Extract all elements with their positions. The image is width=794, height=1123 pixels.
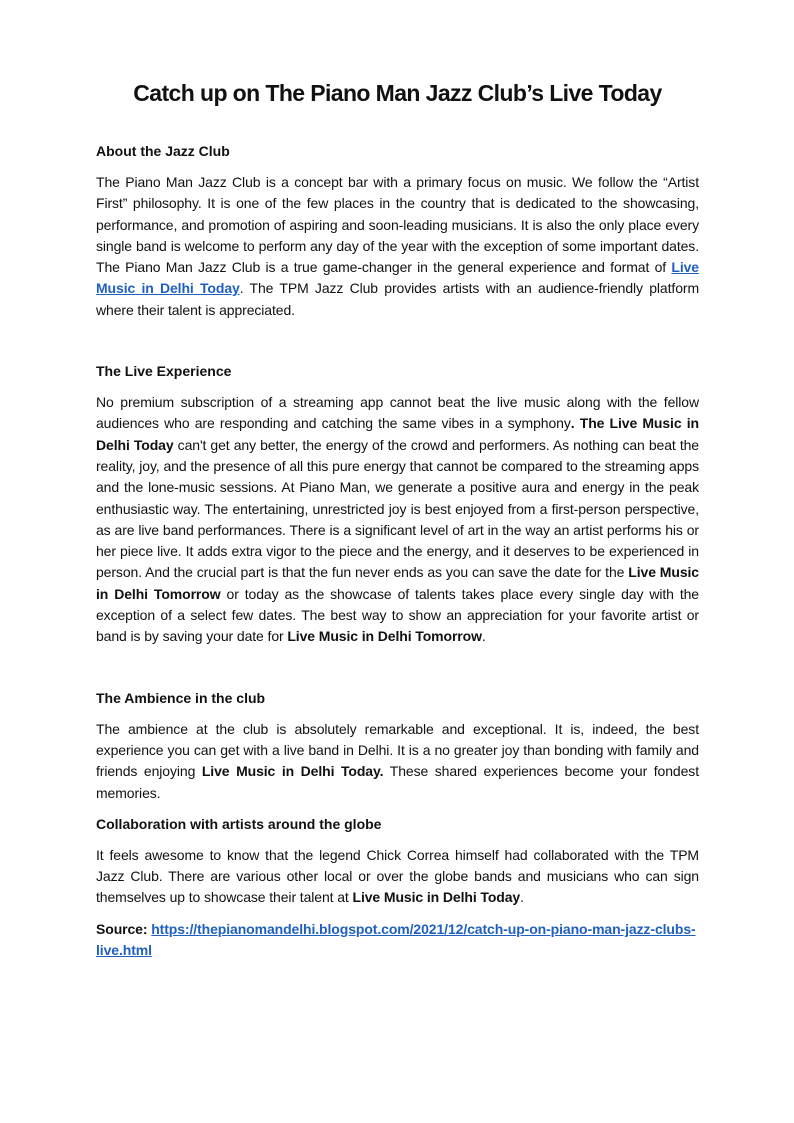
section-heading-ambience: The Ambience in the club — [96, 689, 266, 706]
live-music-link[interactable]: Live Music in Delhi Today — [96, 259, 699, 297]
section-paragraph-about — [96, 172, 699, 321]
bold-span: Live Music in Delhi Tomorrow — [287, 628, 482, 645]
text-span: or today as the showcase of talents takes place every single day with the exception of a select few dates. The best way to show an appreciation for your favorite artist or band is by saving your date for — [96, 585, 699, 645]
bold-span: Live Music in Delhi Tomorrow — [96, 564, 699, 602]
section-paragraph-collaboration — [96, 845, 699, 909]
text-span: The Piano Man Jazz Club is a concept bar with a primary focus on music. We follow the “Artist First” philosophy. It is one of the few places in the country that is dedicated to the showcasing, performance, and promotion of aspiring and soon-leading musicians. It is also the only place every single band is welcome to perform any day of the year with the exception of some important dates. The Piano Man Jazz Club is a true game-changer in the general experience and format of — [96, 174, 699, 276]
source-label: Source: — [96, 920, 152, 937]
section-heading-collaboration: Collaboration with artists around the globe — [96, 815, 382, 832]
text-span: The ambience at the club is absolutely remarkable and exceptional. It is, indeed, the best experience you can get with a live band in Delhi. It is a no greater joy than bonding with family and friends enjoying — [96, 720, 699, 780]
text-span: It feels awesome to know that the legend Chick Correa himself had collaborated with the TPM Jazz Club. There are various other local or over the globe bands and musicians who can sign themselves up to showcase their talent at — [96, 846, 699, 906]
text-span: can't get any better, the energy of the crowd and performers. As nothing can beat the reality, joy, and the presence of all this pure energy that cannot be compared to the streaming apps and the lone-music sessions. At Piano Man, we generate a positive aura and energy in the peak enthusiastic way. The entertaining, unrestricted joy is best enjoyed from a first-person perspective, as are live band performances. There is a significant level of art in the way an artist performs his or her piece live. It adds extra vigor to the piece and the energy, and it deserves to be experienced in person. And the crucial part is that the fun never ends as you can save the date for the — [96, 436, 699, 581]
text-span: . The TPM Jazz Club provides artists with an audience-friendly platform where their talent is appreciated. — [96, 280, 700, 318]
section-heading-live-experience: The Live Experience — [96, 363, 232, 380]
source-link[interactable]: https://thepianomandelhi.blogspot.com/2021/12/catch-up-on-piano-man-jazz-clubs-live.html — [96, 920, 696, 959]
bold-span: Live Music in Delhi Today — [352, 889, 521, 906]
text-span: These shared experiences become your fondest memories. — [96, 763, 699, 801]
section-paragraph-live-experience — [96, 392, 699, 648]
source-line — [96, 919, 699, 962]
text-span: . — [520, 889, 524, 906]
bold-span: . The Live Music in Delhi Today — [96, 415, 699, 453]
section-heading-about: About the Jazz Club — [96, 143, 230, 159]
bold-span: Live Music in Delhi Today. — [201, 763, 384, 780]
text-span: No premium subscription of a streaming app cannot beat the live music along with the fellow audiences who are responding and catching the same vibes in a symphony — [96, 394, 699, 432]
document-page — [96, 76, 699, 961]
section-paragraph-ambience — [96, 719, 699, 804]
document-title: Catch up on The Piano Man Jazz Club’s Live Today — [133, 80, 662, 106]
text-span: . — [481, 628, 486, 645]
